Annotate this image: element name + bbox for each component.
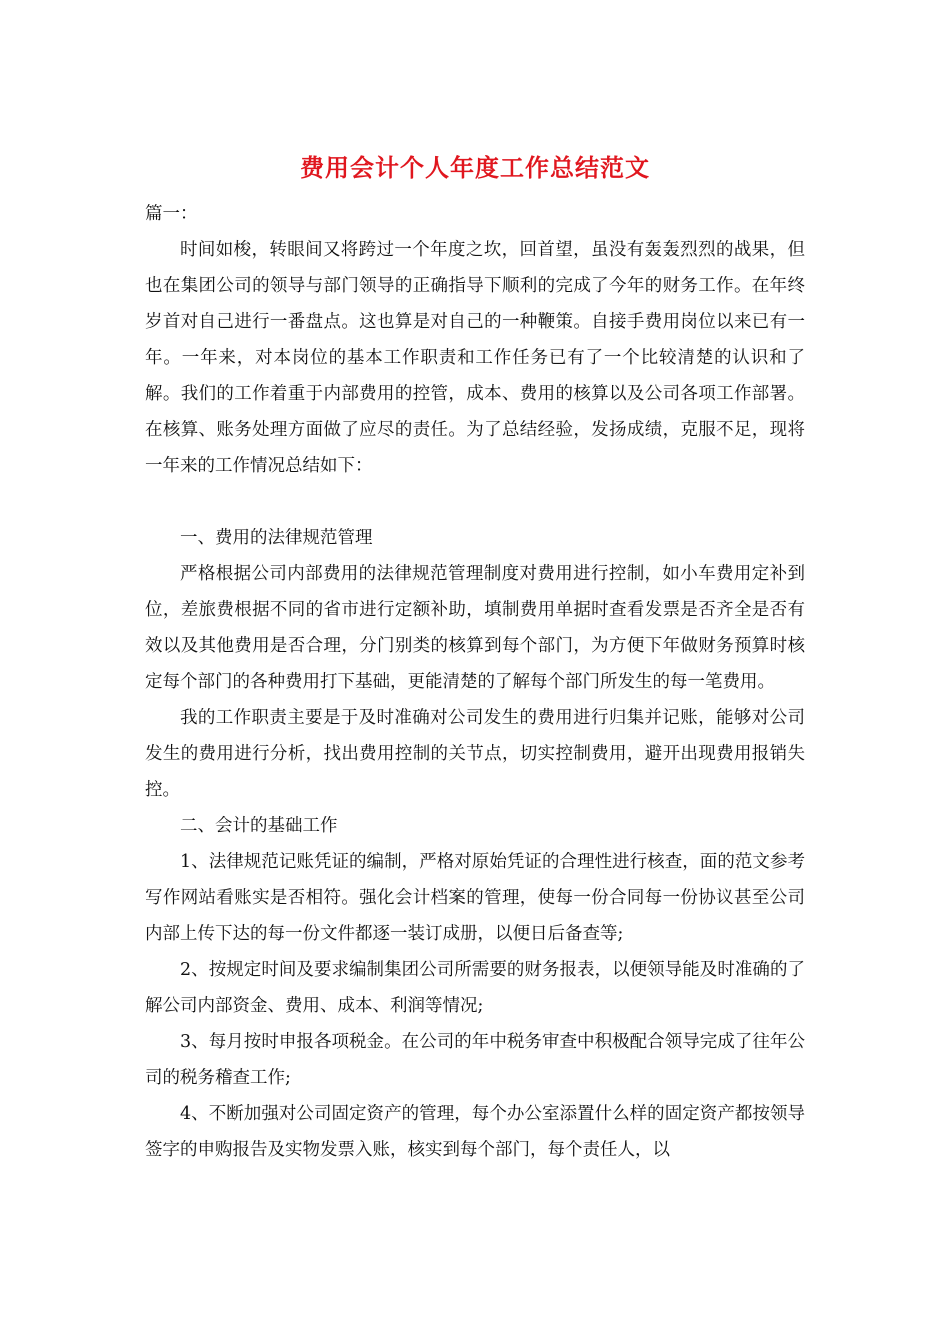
section-heading-2: 二、会计的基础工作 xyxy=(180,816,338,836)
list-item-1: 1、法律规范记账凭证的编制，严格对原始凭证的合理性进行核查，面的范文参考写作网站看账实是否相符。强化会计档案的管理，使每一份合同每一份协议甚至公司内部上传下达的每一份文件都逐一装订成册，以便日后备查等; xyxy=(145,852,805,944)
document-title: 费用会计个人年度工作总结范文 xyxy=(300,153,650,182)
section1-paragraph-1: 严格根据公司内部费用的法律规范管理制度对费用进行控制，如小车费用定补到位，差旅费根据不同的省市进行定额补助，填制费用单据时查看发票是否齐全是否有效以及其他费用是否合理，分门别类的核算到每个部门，为方便下年做财务预算时核定每个部门的各种费用打下基础，更能清楚的了解每个部门所发生的每一笔费用。 xyxy=(145,564,805,692)
list-item-2: 2、按规定时间及要求编制集团公司所需要的财务报表，以便领导能及时准确的了解公司内部资金、费用、成本、利润等情况; xyxy=(145,960,805,1016)
part-label: 篇一： xyxy=(145,204,198,224)
intro-paragraph: 时间如梭，转眼间又将跨过一个年度之坎，回首望，虽没有轰轰烈烈的战果，但也在集团公司的领导与部门领导的正确指导下顺利的完成了今年的财务工作。在年终岁首对自己进行一番盘点。这也算是对自己的一种鞭策。自接手费用岗位以来已有一年。一年来，对本岗位的基本工作职责和工作任务已有了一个比较清楚的认识和了解。我们的工作着重于内部费用的控管，成本、费用的核算以及公司各项工作部署。在核算、账务处理方面做了应尽的责任。为了总结经验，发扬成绩，克服不足，现将一年来的工作情况总结如下： xyxy=(145,240,805,476)
list-item-3: 3、每月按时申报各项税金。在公司的年中税务审查中积极配合领导完成了往年公司的税务稽查工作; xyxy=(145,1032,805,1088)
section1-paragraph-2: 我的工作职责主要是于及时准确对公司发生的费用进行归集并记账，能够对公司发生的费用进行分析，找出费用控制的关节点，切实控制费用，避开出现费用报销失控。 xyxy=(145,708,805,800)
section-heading-1: 一、费用的法律规范管理 xyxy=(180,528,373,548)
document-body xyxy=(145,196,805,1168)
paragraph-spacer xyxy=(145,484,805,520)
list-item-4: 4、不断加强对公司固定资产的管理，每个办公室添置什么样的固定资产都按领导签字的申购报告及实物发票入账，核实到每个部门，每个责任人，以 xyxy=(145,1104,805,1160)
